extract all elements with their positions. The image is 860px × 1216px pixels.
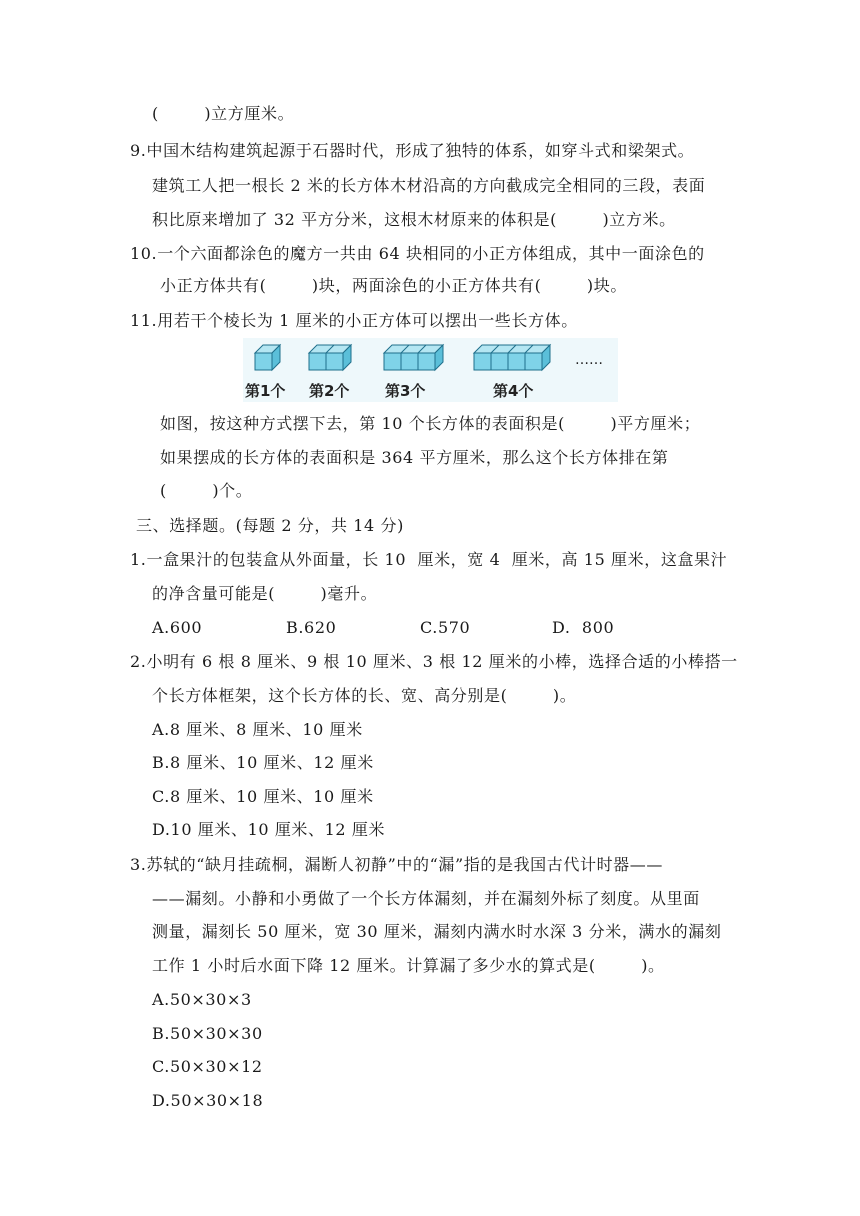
text-line: 小正方体共有( )块，两面涂色的小正方体共有( )块。 [160, 276, 627, 295]
option-d: D. 800 [552, 618, 615, 637]
unit-cube-front [474, 353, 491, 370]
option-c: C.8 厘米、10 厘米、10 厘米 [152, 787, 374, 806]
figure-label: 第4个 [493, 382, 534, 400]
text-line: 的净含量可能是( )毫升。 [152, 584, 378, 603]
option-d: D.10 厘米、10 厘米、12 厘米 [152, 820, 386, 839]
section-heading: 三、选择题。(每题 2 分，共 14 分) [136, 516, 404, 535]
option-b: B.50×30×30 [152, 1024, 263, 1043]
option-b: B.8 厘米、10 厘米、12 厘米 [152, 753, 374, 772]
figure-label: 第2个 [309, 382, 350, 400]
text-line: 积比原来增加了 32 平方分米，这根木材原来的体积是( )立方米。 [152, 210, 676, 229]
question-10: 10.一个六面都涂色的魔方一共由 64 块相同的小正方体组成，其中一面涂色的 [130, 244, 705, 263]
option-a: A.600 [152, 618, 203, 637]
unit-cube-front [401, 353, 418, 370]
text-line: 工作 1 小时后水面下降 12 厘米。计算漏了多少水的算式是( )。 [152, 956, 665, 975]
text-line: 个长方体框架，这个长方体的长、宽、高分别是( )。 [152, 686, 577, 705]
question-9: 9.中国木结构建筑起源于石器时代，形成了独特的体系，如穿斗式和梁架式。 [130, 141, 695, 160]
unit-cube-front [326, 353, 343, 370]
figure-label: 第1个 [245, 382, 286, 400]
unit-cube-front [508, 353, 525, 370]
choice-question-2: 2.小明有 6 根 8 厘米、9 根 10 厘米、3 根 12 厘米的小棒，选择合适的小棒搭一 [130, 652, 738, 671]
unit-cube-front [418, 353, 435, 370]
option-a: A.8 厘米、8 厘米、10 厘米 [152, 720, 363, 739]
text-line: 如图，按这种方式摆下去，第 10 个长方体的表面积是( )平方厘米； [160, 414, 701, 433]
text-line: ( )个。 [160, 481, 253, 500]
option-b: B.620 [286, 618, 337, 637]
figure-ellipsis: …… [575, 352, 603, 368]
unit-cube-front [255, 353, 272, 370]
cuboid-pattern-figure [243, 338, 618, 402]
option-a: A.50×30×3 [152, 990, 252, 1009]
text-line: ( )立方厘米。 [152, 104, 295, 123]
option-c: C.50×30×12 [152, 1057, 263, 1076]
option-c: C.570 [420, 618, 471, 637]
unit-cube-front [525, 353, 542, 370]
unit-cube-front [309, 353, 326, 370]
text-line: 建筑工人把一根长 2 米的长方体木材沿高的方向截成完全相同的三段，表面 [152, 176, 706, 195]
unit-cube-front [491, 353, 508, 370]
option-d: D.50×30×18 [152, 1091, 264, 1110]
unit-cube-front [384, 353, 401, 370]
text-line: 测量，漏刻长 50 厘米，宽 30 厘米，漏刻内满水时水深 3 分米，满水的漏刻 [152, 922, 722, 941]
choice-question-1: 1.一盒果汁的包装盒从外面量，长 10 厘米，宽 4 厘米，高 15 厘米，这盒果汁 [130, 550, 728, 569]
figure-label: 第3个 [385, 382, 426, 400]
choice-question-3: 3.苏轼的“缺月挂疏桐，漏断人初静”中的“漏”指的是我国古代计时器—— [130, 855, 663, 874]
text-line: 如果摆成的长方体的表面积是 364 平方厘米，那么这个长方体排在第 [160, 448, 669, 467]
text-line: ——漏刻。小静和小勇做了一个长方体漏刻，并在漏刻外标了刻度。从里面 [152, 889, 700, 908]
cuboid-top-face [384, 345, 443, 353]
question-11: 11.用若干个棱长为 1 厘米的小正方体可以摆出一些长方体。 [130, 311, 578, 330]
